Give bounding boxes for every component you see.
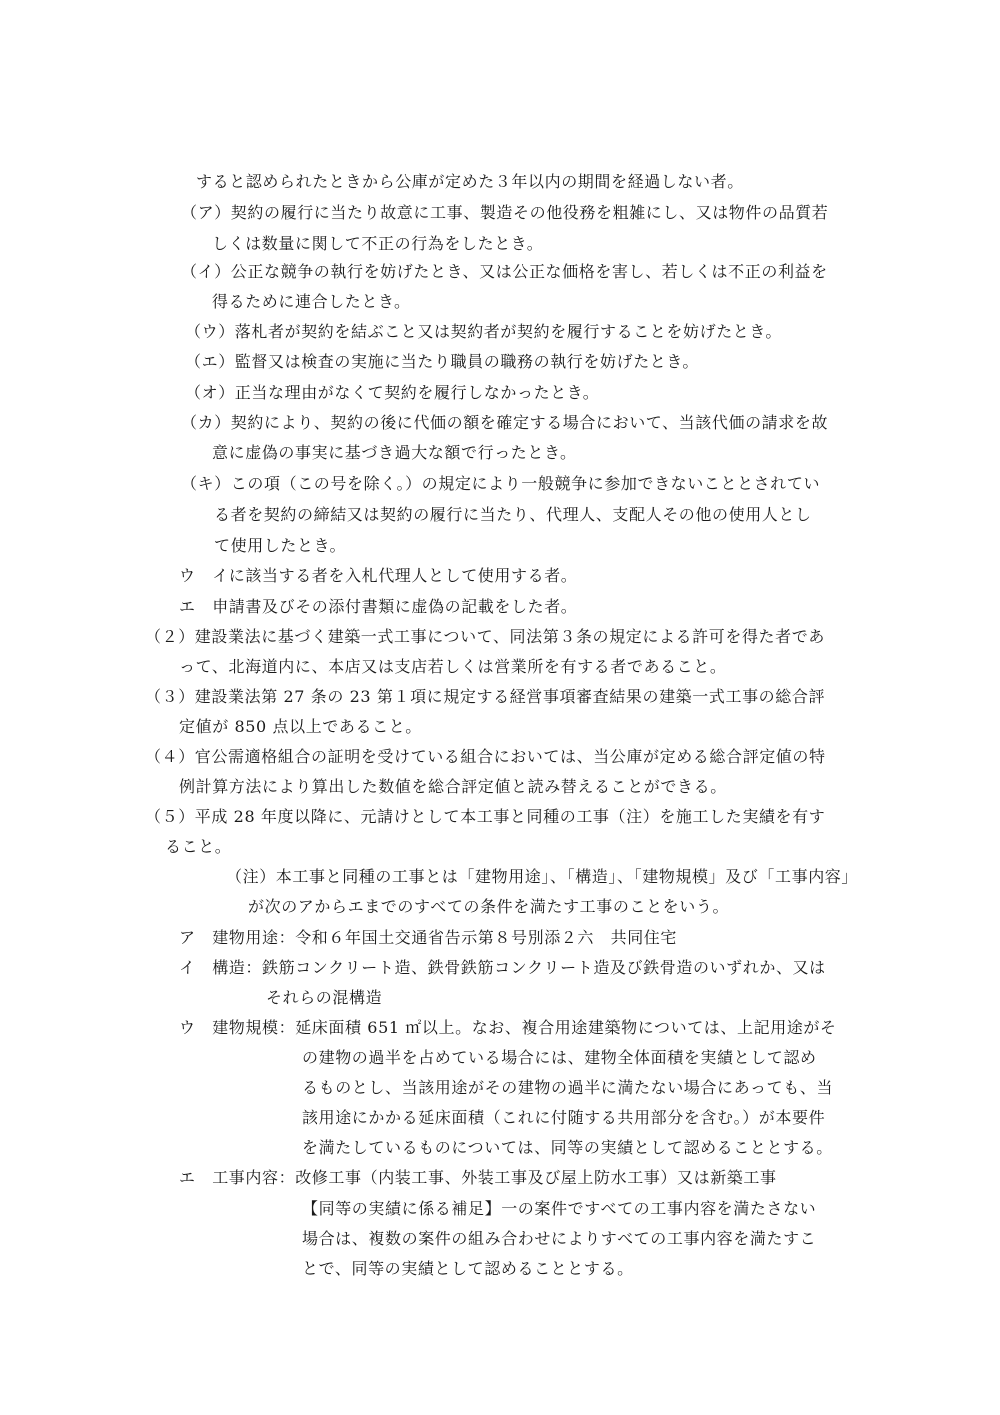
text-line: とで、同等の実績として認めることとする。 [302,1259,634,1278]
text-line: （２）建設業法に基づく建築一式工事について、同法第３条の規定による許可を得た者であ [145,627,825,646]
text-line: るものとし、当該用途がその建物の過半に満たない場合にあっても、当 [302,1078,834,1097]
text-line: って、北海道内に、本店又は支店若しくは営業所を有する者であること。 [179,657,727,676]
text-line: 該用途にかかる延床面積（これに付随する共用部分を含む。）が本要件 [302,1108,826,1127]
text-line: る者を契約の締結又は契約の履行に当たり、代理人、支配人その他の使用人とし [214,505,812,524]
text-line: （キ）この項（この号を除く。）の規定により一般競争に参加できないこととされてい [181,474,821,493]
text-line: エ 申請書及びその添付書類に虚偽の記載をした者。 [179,597,578,616]
text-line: 場合は、複数の案件の組み合わせによりすべての工事内容を満たすこ [302,1229,817,1248]
text-line: 例計算方法により算出した数値を総合評定値と読み替えることができる。 [179,777,727,796]
text-line: ウ 建物規模：延床面積 651 ㎡以上。なお、複合用途建築物については、上記用途がそ [179,1018,837,1037]
text-line: が次のアからエまでのすべての条件を満たす工事のことをいう。 [248,897,730,916]
text-line: を満たしているものについては、同等の実績として認めることとする。 [302,1138,833,1157]
text-line: それらの混構造 [266,988,383,1007]
text-line: すると認められたときから公庫が定めた３年以内の期間を経過しない者。 [196,172,744,191]
text-line: 【同等の実績に係る補足】一の案件ですべての工事内容を満たさない [302,1199,817,1218]
text-line: ア 建物用途：令和６年国土交通省告示第８号別添２六 共同住宅 [179,928,678,947]
text-line: （カ）契約により、契約の後に代価の額を確定する場合において、当該代価の請求を故 [181,413,829,432]
text-line: （イ）公正な競争の執行を妨げたとき、又は公正な価格を害し、若しくは不正の利益を [181,262,828,281]
text-line: ウ イに該当する者を入札代理人として使用する者。 [179,566,578,585]
text-line: （５）平成 28 年度以降に、元請けとして本工事と同種の工事（注）を施工した実績を有す [145,807,826,826]
text-line: しくは数量に関して不正の行為をしたとき。 [212,234,544,253]
text-line: の建物の過半を占めている場合には、建物全体面積を実績として認め [302,1048,817,1067]
text-line: 意に虚偽の事実に基づき過大な額で行ったとき。 [212,443,577,462]
text-line: （注）本工事と同種の工事とは「建物用途」、「構造」、「建物規模」及び「工事内容」 [226,867,859,886]
text-line: エ 工事内容：改修工事（内装工事、外装工事及び屋上防水工事）又は新築工事 [179,1168,777,1187]
text-line: （エ）監督又は検査の実施に当たり職員の職務の執行を妨げたとき。 [185,352,699,371]
text-line: 得るために連合したとき。 [212,292,411,311]
text-line: （ア）契約の履行に当たり故意に工事、製造その他役務を粗雑にし、又は物件の品質若 [181,203,829,222]
text-line: 定値が 850 点以上であること。 [179,717,422,736]
text-line: （オ）正当な理由がなくて契約を履行しなかったとき。 [185,383,600,402]
text-line: て使用したとき。 [214,536,347,555]
text-line: （３）建設業法第 27 条の 23 第１項に規定する経営事項審査結果の建築一式工事の総合評 [145,687,826,706]
text-line: （ウ）落札者が契約を結ぶこと又は契約者が契約を履行することを妨げたとき。 [185,322,782,341]
text-line: （４）官公需適格組合の証明を受けている組合においては、当公庫が定める総合評定値の特 [145,747,826,766]
text-line: ること。 [165,837,232,856]
text-line: イ 構造：鉄筋コンクリート造、鉄骨鉄筋コンクリート造及び鉄骨造のいずれか、又は [179,958,826,977]
